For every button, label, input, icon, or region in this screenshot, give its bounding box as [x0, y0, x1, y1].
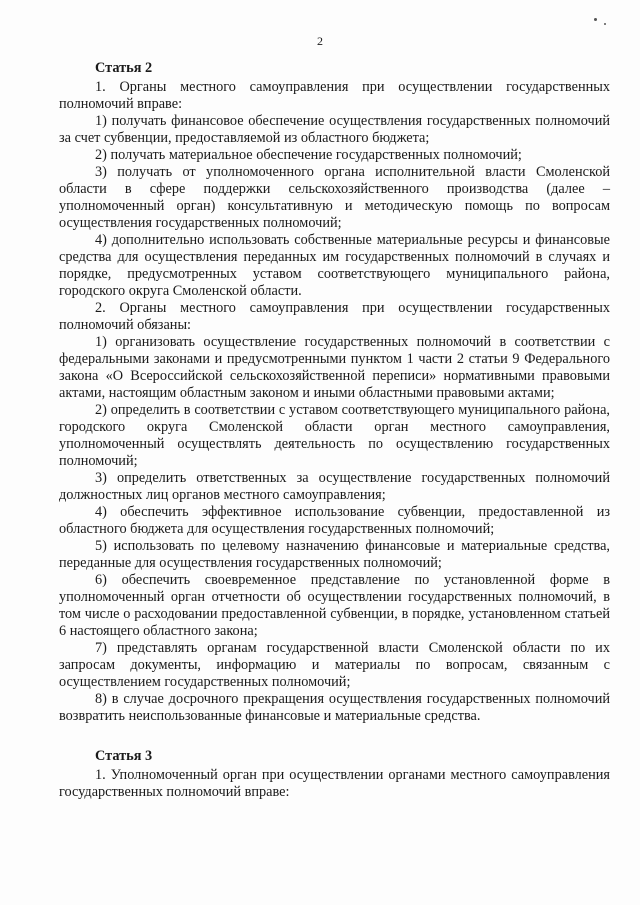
paragraph: 2) определить в соответствии с уставом соответствующего муниципального района, городского округа Смоленской области орган местного самоуправления, уполномоченный осуществлять деятельность по осуществлению государственных полномочий;: [59, 402, 610, 469]
article-heading: Статья 2: [95, 60, 153, 76]
paragraph: 1. Органы местного самоуправления при осуществлении государственных полномочий вправе:: [59, 79, 610, 112]
paragraph: 3) определить ответственных за осуществление государственных полномочий должностных лиц органов местного самоуправления;: [59, 470, 610, 503]
paragraph: 8) в случае досрочного прекращения осуществления государственных полномочий возвратить неиспользованные финансовые и материальные средства.: [59, 691, 610, 724]
paragraph: 1. Уполномоченный орган при осуществлении органами местного самоуправления государственных полномочий вправе:: [59, 767, 610, 800]
paragraph: 2) получать материальное обеспечение государственных полномочий;: [95, 147, 522, 163]
paragraph: 1) организовать осуществление государственных полномочий в соответствии с федеральными законами и предусмотренными пунктом 1 части 2 статьи 9 Федерального закона «О Всероссийской сельскохозяйственной переписи» нормативными правовыми актами, настоящим областным законом и иными областными правовыми актами;: [59, 334, 610, 401]
article-3: [59, 748, 610, 801]
paragraph: 5) использовать по целевому назначению финансовые и материальные средства, переданные для осуществления государственных полномочий;: [59, 538, 610, 571]
paragraph: 7) представлять органам государственной власти Смоленской области по их запросам документы, информацию и материалы по вопросам, связанным с осуществлением государственных полномочий;: [59, 640, 610, 690]
paragraph: 2. Органы местного самоуправления при осуществлении государственных полномочий обязаны:: [59, 300, 610, 333]
page-number: 2: [317, 34, 323, 48]
scan-speck: [594, 18, 597, 21]
article-heading: Статья 3: [95, 748, 153, 764]
paragraph: 4) дополнительно использовать собственные материальные ресурсы и финансовые средства для осуществления переданных им государственных полномочий в случаях и порядке, предусмотренных уставом соответствующего муниципального района, городского округа Смоленской области.: [59, 232, 610, 299]
document-body: [59, 60, 610, 801]
paragraph: 1) получать финансовое обеспечение осуществления государственных полномочий за счет субвенции, предоставляемой из областного бюджета;: [59, 113, 610, 146]
scan-speck: [604, 23, 606, 25]
paragraph: 4) обеспечить эффективное использование субвенции, предоставленной из областного бюджета для осуществления государственных полномочий;: [59, 504, 610, 537]
article-2: [59, 60, 610, 725]
section-gap: [59, 725, 610, 748]
paragraph: 3) получать от уполномоченного органа исполнительной власти Смоленской области в сфере поддержки сельскохозяйственного производства (далее – уполномоченный орган) консультативную и методическую помощь по вопросам осуществления государственных полномочий;: [59, 164, 610, 231]
paragraph: 6) обеспечить своевременное представление по установленной форме в уполномоченный орган отчетности об осуществлении государственных полномочий, в том числе о расходовании предоставленной субвенции, в порядке, установленном статьей 6 настоящего областного закона;: [59, 572, 610, 639]
